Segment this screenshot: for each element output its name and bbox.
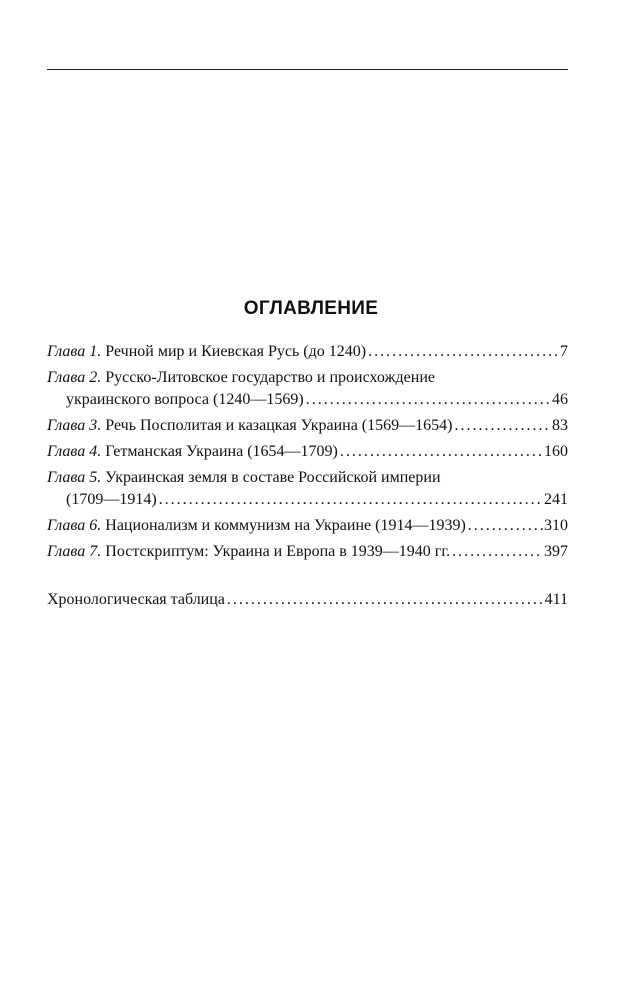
page-number: 46 xyxy=(552,391,568,408)
chapter-title-continued: (1709—1914) xyxy=(66,491,157,508)
toc-entry-line xyxy=(47,589,568,611)
chapter-label: Глава 5. xyxy=(47,469,102,486)
chapter-title: Речь Посполитая и казацкая Украина (1569—1654) xyxy=(105,417,453,434)
spacer xyxy=(47,567,568,589)
page-number: 160 xyxy=(544,443,568,460)
toc-entry-chapter-6[interactable] xyxy=(47,515,568,537)
chapter-label: Глава 4. xyxy=(47,443,102,460)
dot-leader xyxy=(468,515,543,537)
page-number: 310 xyxy=(544,517,568,534)
page-number: 411 xyxy=(544,591,568,608)
chapter-label: Глава 3. xyxy=(47,417,102,434)
toc-entry-line xyxy=(47,441,568,463)
chapter-title: Украинская земля в составе Российской империи xyxy=(105,469,441,486)
header-rule xyxy=(47,69,568,70)
chapter-title-continued: украинского вопроса (1240—1569) xyxy=(66,391,304,408)
dot-leader xyxy=(227,589,544,611)
page-number: 241 xyxy=(544,491,568,508)
toc-entry-continuation xyxy=(47,389,568,411)
toc-entry-line xyxy=(47,515,568,537)
toc-entry-chapter-2[interactable] xyxy=(47,367,568,411)
toc-heading: ОГЛАВЛЕНИЕ xyxy=(243,298,379,319)
chapter-label: Глава 1. xyxy=(47,343,102,360)
dot-leader xyxy=(452,541,543,563)
dot-leader xyxy=(454,415,551,437)
chapter-label: Глава 6. xyxy=(47,517,102,534)
toc-entry-chapter-4[interactable] xyxy=(47,441,568,463)
chapter-title: Русско-Литовское государство и происхождение xyxy=(105,369,435,386)
toc-entry-line xyxy=(47,541,568,563)
toc-entry-chapter-3[interactable] xyxy=(47,415,568,437)
toc-entry-line xyxy=(47,341,568,363)
chapter-label: Глава 2. xyxy=(47,369,102,386)
table-of-contents xyxy=(47,341,568,615)
toc-entry-line xyxy=(47,367,568,389)
chapter-title: Гетманская Украина (1654—1709) xyxy=(105,443,338,460)
dot-leader xyxy=(368,341,559,363)
dot-leader xyxy=(306,389,551,411)
page-number: 83 xyxy=(552,417,568,434)
chapter-title: Национализм и коммунизм на Украине (1914—1939) xyxy=(105,517,466,534)
page-number: 397 xyxy=(544,543,568,560)
toc-entry-line xyxy=(47,467,568,489)
chapter-title: Речной мир и Киевская Русь (до 1240) xyxy=(105,343,367,360)
toc-entry-continuation xyxy=(47,489,568,511)
toc-entry-line xyxy=(47,415,568,437)
toc-entry-chronology[interactable] xyxy=(47,589,568,611)
toc-entry-chapter-7[interactable] xyxy=(47,541,568,563)
chapter-title: Постскриптум: Украина и Европа в 1939—1940 гг. xyxy=(105,543,451,560)
toc-entry-chapter-1[interactable] xyxy=(47,341,568,363)
dot-leader xyxy=(159,489,543,511)
appendix-title: Хронологическая таблица xyxy=(47,591,225,608)
dot-leader xyxy=(340,441,543,463)
toc-entry-chapter-5[interactable] xyxy=(47,467,568,511)
page-number: 7 xyxy=(560,343,568,360)
chapter-label: Глава 7. xyxy=(47,543,102,560)
